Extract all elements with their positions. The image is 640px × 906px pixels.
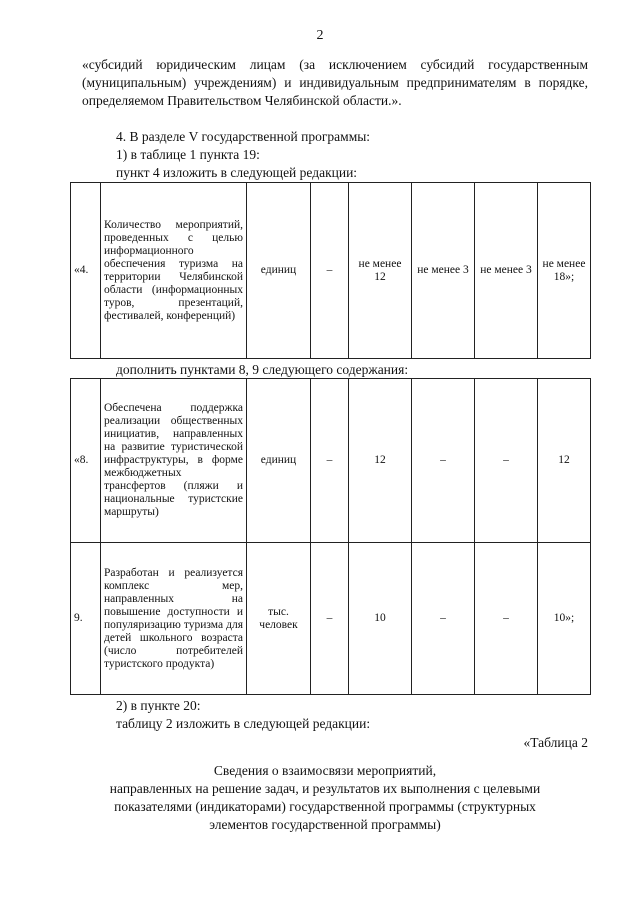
indicator-name: Количество мероприятий, проведенных с целью информационного обеспечения туризма на территории Челябинской области (информационных туров, презентаций, фестивалей, конференций) [101,183,247,359]
unit-cell: единиц [247,379,311,543]
value-cell-2: – [412,379,475,543]
row-number: «8. [71,379,101,543]
page-number: 2 [316,28,324,43]
sub1-heading: 1) в таблице 1 пункта 19: [116,147,260,162]
value-cell-1: 10 [349,543,412,695]
section-title-line-2: направленных на решение задач, и результатов их выполнения с целевыми [109,781,541,796]
value-cell-2: не менее 3 [412,183,475,359]
value-cell-3: – [475,379,538,543]
section-title [60,762,590,834]
row-number: 9. [71,543,101,695]
table-row [71,379,591,543]
base-value-cell: – [311,183,349,359]
base-value-cell: – [311,379,349,543]
sub2-heading: 2) в пункте 20: [116,698,201,713]
value-cell-3: не менее 3 [475,183,538,359]
value-cell-4: 10»; [538,543,591,695]
point4-instruction: пункт 4 изложить в следующей редакции: [116,165,358,180]
indicator-name: Обеспечена поддержка реализации общественных инициатив, направленных на развитие туристической инфраструктуры, в форме межбюджетных трансфертов (пляжи и национальные туристские маршруты) [101,379,247,543]
table-points-8-9 [70,378,591,695]
item4-heading: 4. В разделе V государственной программы: [116,129,371,144]
value-cell-2: – [412,543,475,695]
value-cell-1: не менее 12 [349,183,412,359]
value-cell-4: 12 [538,379,591,543]
indicator-name: Разработан и реализуется комплекс мер, направленных на повышение доступности и популяризацию туризма для детей школьного возраста (число потребителей туристского продукта) [101,543,247,695]
unit-cell: единиц [247,183,311,359]
table2-instruction: таблицу 2 изложить в следующей редакции: [116,716,371,731]
table-point-4 [70,182,591,359]
value-cell-4: не менее 18»; [538,183,591,359]
unit-cell: тыс. человек [247,543,311,695]
base-value-cell: – [311,543,349,695]
value-cell-3: – [475,543,538,695]
section-title-line-3: показателями (индикаторами) государственной программы (структурных [114,799,536,814]
table-row [71,183,591,359]
row-number: «4. [71,183,101,359]
section-title-line-1: Сведения о взаимосвязи мероприятий, [213,763,437,778]
intro-paragraph: «субсидий юридическим лицам (за исключением субсидий государственным (муниципальным) учреждениям) и индивидуальным предпринимателям в порядке, определяемом Правительством Челябинской области.». [82,57,588,108]
table-row [71,543,591,695]
add-points-instruction: дополнить пунктами 8, 9 следующего содержания: [116,362,409,377]
table-label: «Таблица 2 [523,735,588,750]
value-cell-1: 12 [349,379,412,543]
section-title-line-4: элементов государственной программы) [209,817,441,832]
